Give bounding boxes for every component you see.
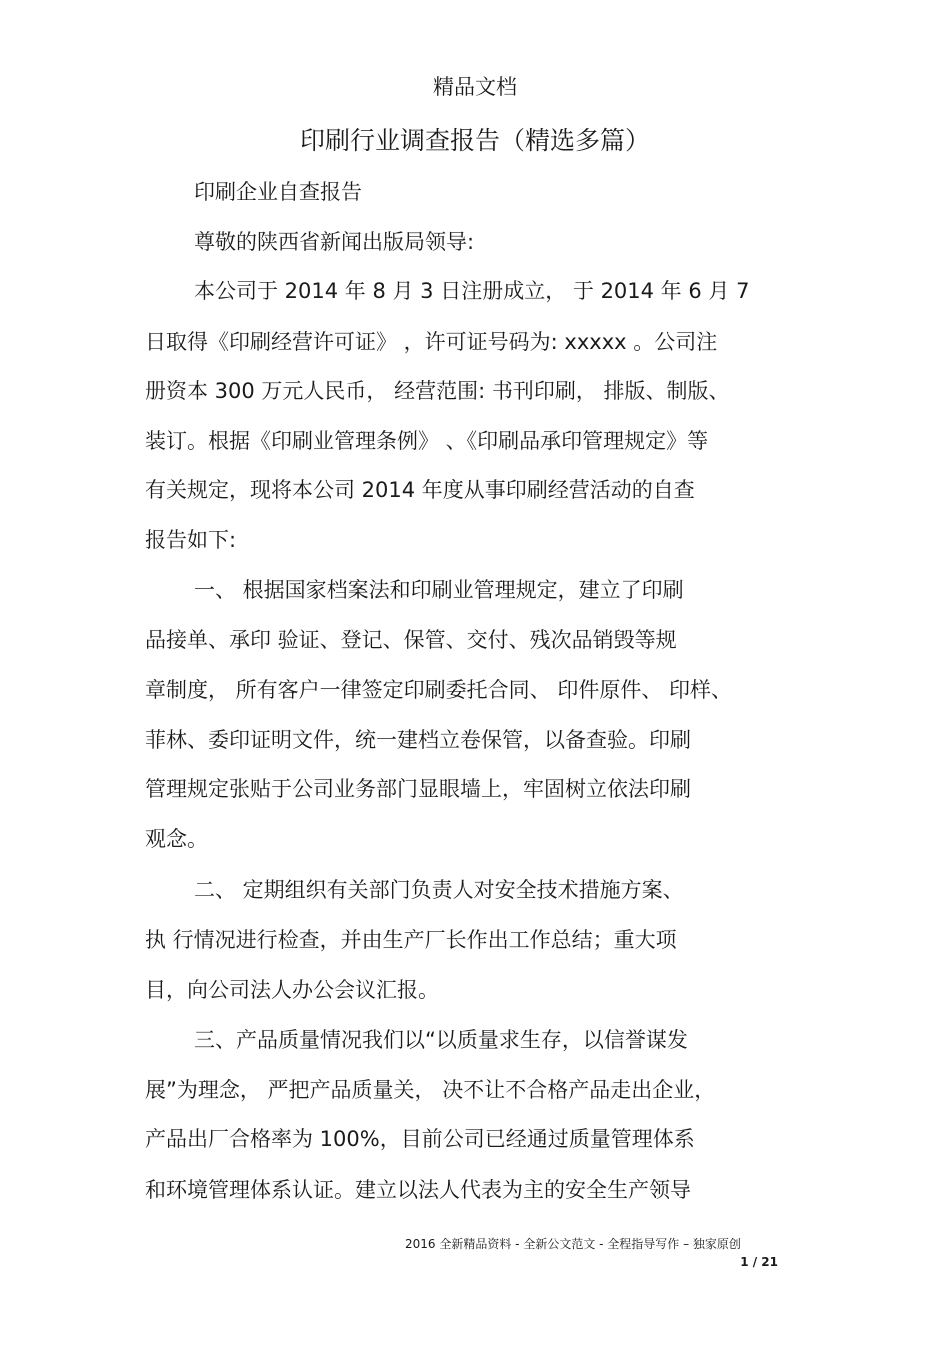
text-line: 报告如下: bbox=[145, 528, 237, 552]
text-line: 本公司于 2014 年 8 月 3 日注册成立， 于 2014 年 6 月 7 bbox=[194, 279, 750, 303]
text-line: 展”为理念， 严把产品质量关， 决不让不合格产品走出企业， bbox=[145, 1078, 716, 1102]
text-line: 装订。根据《印刷业管理条例》 、《印刷品承印管理规定》等 bbox=[145, 429, 709, 453]
text-line: 三、产品质量情况我们以“以质量求生存，以信誉谋发 bbox=[194, 1028, 688, 1052]
text-line: 品接单、承印 验证、登记、保管、交付、残次品销毁等规 bbox=[145, 628, 677, 652]
text-line: 和环境管理体系认证。建立以法人代表为主的安全生产领导 bbox=[145, 1178, 691, 1202]
text-line: 执 行情况进行检查，并由生产厂长作出工作总结；重大项 bbox=[145, 928, 677, 952]
text-line: 尊敬的陕西省新闻出版局领导: bbox=[194, 230, 475, 254]
text-line: 产品出厂合格率为 100%，目前公司已经通过质量管理体系 bbox=[145, 1127, 695, 1151]
text-line: 管理规定张贴于公司业务部门显眼墙上，牢固树立依法印刷 bbox=[145, 777, 691, 801]
text-line: 一、 根据国家档案法和印刷业管理规定，建立了印刷 bbox=[194, 578, 684, 602]
text-line: 观念。 bbox=[145, 827, 208, 851]
text-line: 二、 定期组织有关部门负责人对安全技术措施方案、 bbox=[194, 878, 684, 902]
text-line: 印刷企业自查报告 bbox=[194, 180, 362, 204]
text-line: 章制度， 所有客户一律签定印刷委托合同、 印件原件、 印样、 bbox=[145, 678, 733, 702]
text-line: 日取得《印刷经营许可证》 ，许可证号码为: xxxxx 。公司注 bbox=[145, 330, 718, 354]
text-line: 册资本 300 万元人民币， 经营范围: 书刊印刷， 排版、制版、 bbox=[145, 379, 730, 403]
page-number: 1 / 21 bbox=[740, 1255, 778, 1269]
footer-text: 2016 全新精品资料 - 全新公文范文 - 全程指导写作 – 独家原创 bbox=[405, 1237, 741, 1251]
document-title: 印刷行业调查报告（精选多篇） bbox=[299, 126, 650, 155]
page-header: 精品文档 bbox=[433, 75, 517, 99]
text-line: 目，向公司法人办公会议汇报。 bbox=[145, 978, 439, 1002]
text-line: 有关规定，现将本公司 2014 年度从事印刷经营活动的自查 bbox=[145, 478, 695, 502]
text-line: 菲林、委印证明文件，统一建档立卷保管，以备查验。印刷 bbox=[145, 728, 691, 752]
